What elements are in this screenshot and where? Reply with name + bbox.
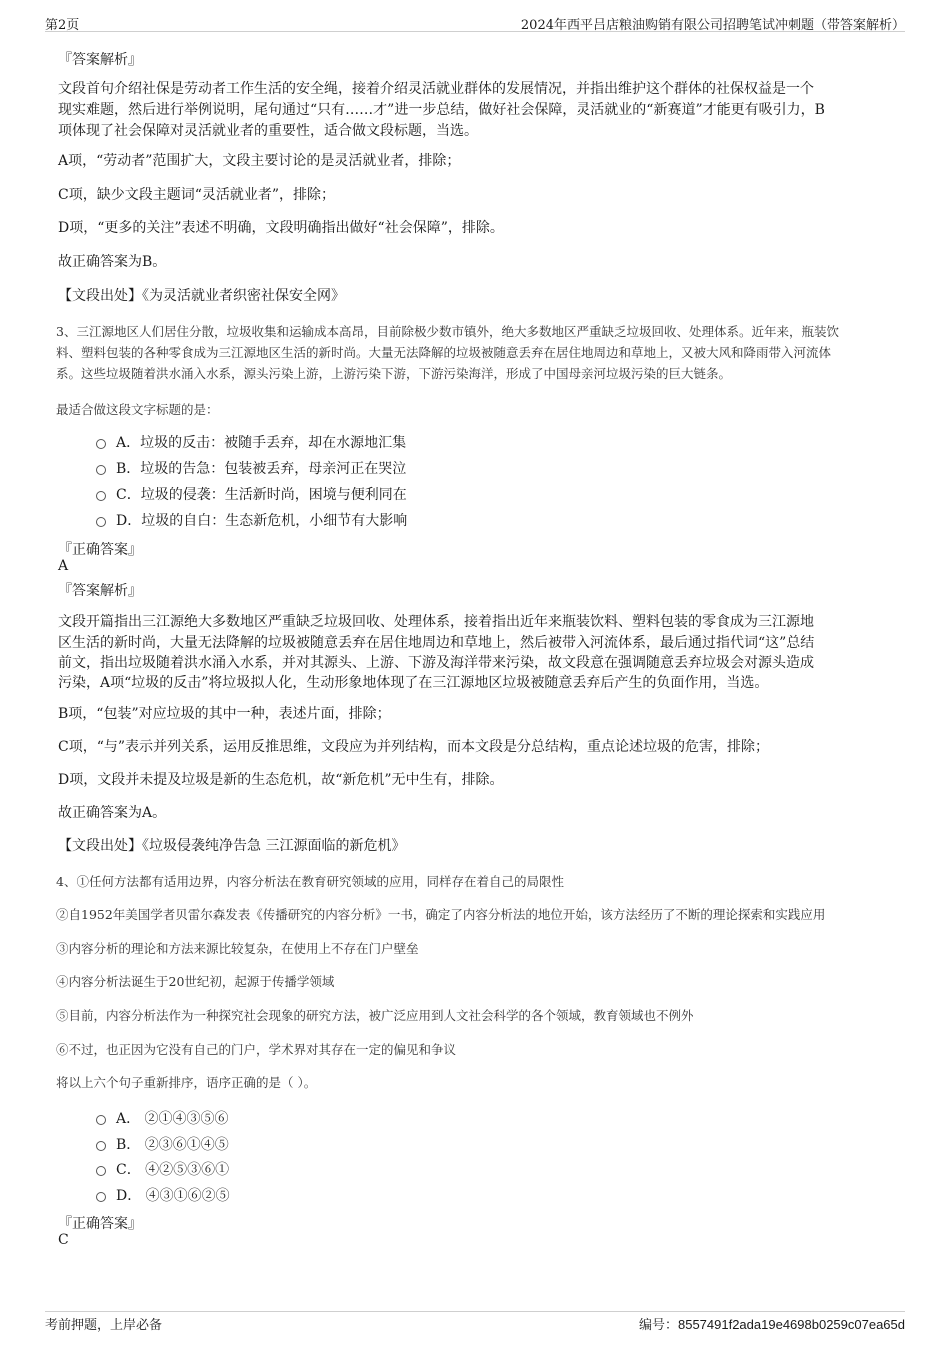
q3-option-a[interactable] xyxy=(96,432,406,452)
q3-option-d[interactable] xyxy=(96,510,407,530)
q4-option-d-label: D． ④③①⑥②⑤ xyxy=(116,1188,230,1204)
q4-question: 将以上六个句子重新排序，语序正确的是（ ）。 xyxy=(56,1075,317,1090)
document-code xyxy=(639,1314,905,1333)
radio-icon[interactable] xyxy=(96,491,106,501)
document-code-label: 编号： xyxy=(638,1318,678,1333)
q3-stem-line-3: 系。这些垃圾随着洪水涌入水系，源头污染上游，上游污染下游，下游污染海洋，形成了中国母亲河垃圾污染的巨大链条。 xyxy=(56,366,732,381)
q4-option-b[interactable] xyxy=(96,1134,229,1154)
q4-sentence-6: ⑥不过，也正因为它没有自己的门户，学术界对其存在一定的偏见和争议 xyxy=(56,1042,457,1057)
q3-analysis-line-2: 区生活的新时尚，大量无法降解的垃圾被随意丢弃在居住地周边和草地上，然后被带入河流体系，最后通过指代词“这”总结 xyxy=(58,635,815,651)
header-divider xyxy=(45,31,905,32)
document-title: 2024年西平吕店粮油购销有限公司招聘笔试冲刺题（带答案解析） xyxy=(520,18,905,33)
q4-sentence-5: ⑤目前，内容分析法作为一种探究社会现象的研究方法，被广泛应用到人文社会科学的各个领域，教育领域也不例外 xyxy=(56,1008,694,1023)
q3-option-a-label: A．垃圾的反击：被随手丢弃，却在水源地汇集 xyxy=(116,435,407,451)
q3-option-d-label: D．垃圾的自白：生态新危机，小细节有大影响 xyxy=(116,513,408,529)
q3-note-c: C项，“与”表示并列关系，运用反推思维，文段应为并列结构，而本文段是分总结构，重点论述垃圾的危害，排除； xyxy=(58,739,770,755)
q4-option-b-label: B． ②③⑥①④⑤ xyxy=(116,1137,229,1153)
footer-divider xyxy=(45,1311,905,1312)
radio-icon[interactable] xyxy=(96,1166,106,1176)
q3-answer: A xyxy=(58,558,69,574)
q3-option-c-label: C．垃圾的侵袭：生活新时尚，困境与便利同在 xyxy=(116,487,407,503)
q2-analysis-line-1: 文段首句介绍社保是劳动者工作生活的安全绳，接着介绍灵活就业群体的发展情况，并指出维护这个群体的社保权益是一个 xyxy=(58,81,814,97)
q3-analysis-line-1: 文段开篇指出三江源绝大多数地区严重缺乏垃圾回收、处理体系，接着指出近年来瓶装饮料、塑料包装的零食成为三江源地 xyxy=(58,614,814,630)
q2-note-d: D项，“更多的关注”表述不明确，文段明确指出做好“社会保障”，排除。 xyxy=(58,220,504,236)
q4-option-a-label: A． ②①④③⑤⑥ xyxy=(116,1111,229,1127)
q2-source: 【文段出处】《为灵活就业者织密社保安全网》 xyxy=(58,288,345,304)
q3-analysis-line-3: 前文，指出垃圾随着洪水涌入水系，并对其源头、上游、下游及海洋带来污染，故文段意在强调随意丢弃垃圾会对源头造成 xyxy=(58,655,814,671)
q3-stem-line-1: 3、三江源地区人们居住分散，垃圾收集和运输成本高昂，目前除极少数市镇外，绝大多数地区严重缺乏垃圾回收、处理体系。近年来，瓶装饮 xyxy=(56,324,839,339)
q3-question: 最适合做这段文字标题的是： xyxy=(56,402,219,417)
q4-option-d[interactable] xyxy=(96,1185,230,1205)
q3-stem-line-2: 料、塑料包装的各种零食成为三江源地区生活的新时尚。大量无法降解的垃圾被随意丢弃在居住地周边和草地上，又被大风和降雨带入河流体 xyxy=(56,345,832,360)
q2-analysis-line-2: 现实难题，然后进行举例说明，尾句通过“只有……才”进一步总结，做好社会保障，灵活就业的“新赛道”才能更有吸引力，B xyxy=(58,102,825,118)
footer-slogan: 考前押题，上岸必备 xyxy=(45,1318,163,1333)
document-code-value: 8557491f2ada19e4698b0259c07ea65d xyxy=(677,1317,905,1332)
radio-icon[interactable] xyxy=(96,1141,106,1151)
q4-option-c[interactable] xyxy=(96,1159,229,1179)
q4-option-a[interactable] xyxy=(96,1108,229,1128)
q3-analysis-label: 『答案解析』 xyxy=(58,583,142,599)
q4-sentence-3: ③内容分析的理论和方法来源比较复杂，在使用上不存在门户壁垒 xyxy=(56,941,419,956)
q3-answer-label: 『正确答案』 xyxy=(58,542,142,558)
q2-conclusion: 故正确答案为B。 xyxy=(58,254,167,270)
radio-icon[interactable] xyxy=(96,517,106,527)
radio-icon[interactable] xyxy=(96,1192,106,1202)
q3-note-d: D项，文段并未提及垃圾是新的生态危机，故“新危机”无中生有，排除。 xyxy=(58,772,504,788)
q4-answer: C xyxy=(58,1232,69,1248)
q3-option-b-label: B．垃圾的告急：包装被丢弃，母亲河正在哭泣 xyxy=(116,461,407,477)
q3-conclusion: 故正确答案为A。 xyxy=(58,805,167,821)
q3-note-b: B项，“包装”对应垃圾的其中一种，表述片面，排除； xyxy=(58,706,391,722)
radio-icon[interactable] xyxy=(96,439,106,449)
q4-sentence-4: ④内容分析法诞生于20世纪初，起源于传播学领域 xyxy=(56,974,335,989)
radio-icon[interactable] xyxy=(96,1115,106,1125)
q3-source: 【文段出处】《垃圾侵袭纯净告急 三江源面临的新危机》 xyxy=(58,838,406,854)
q2-note-c: C项，缺少文段主题词“灵活就业者”，排除； xyxy=(58,187,336,203)
radio-icon[interactable] xyxy=(96,465,106,475)
q4-answer-label: 『正确答案』 xyxy=(58,1216,142,1232)
q3-option-c[interactable] xyxy=(96,484,407,504)
q3-analysis-line-4: 污染，A项“垃圾的反击”将垃圾拟人化，生动形象地体现了在三江源地区垃圾被随意丢弃后产生的负面作用，当选。 xyxy=(58,675,769,691)
q4-option-c-label: C． ④②⑤③⑥① xyxy=(116,1162,230,1178)
q2-note-a: A项，“劳动者”范围扩大，文段主要讨论的是灵活就业者，排除； xyxy=(58,153,461,169)
q4-sentence-1: 4、①任何方法都有适用边界，内容分析法在教育研究领域的应用，同样存在着自己的局限性 xyxy=(56,874,564,889)
q3-option-b[interactable] xyxy=(96,458,406,478)
q2-analysis-label: 『答案解析』 xyxy=(58,52,142,68)
q4-sentence-2: ②自1952年美国学者贝雷尔森发表《传播研究的内容分析》一书，确定了内容分析法的地位开始，该方法经历了不断的理论探索和实践应用 xyxy=(56,907,826,922)
q2-analysis-line-3: 项体现了社会保障对灵活就业者的重要性，适合做文段标题，当选。 xyxy=(58,123,478,139)
page-number: 第2页 xyxy=(45,18,80,33)
